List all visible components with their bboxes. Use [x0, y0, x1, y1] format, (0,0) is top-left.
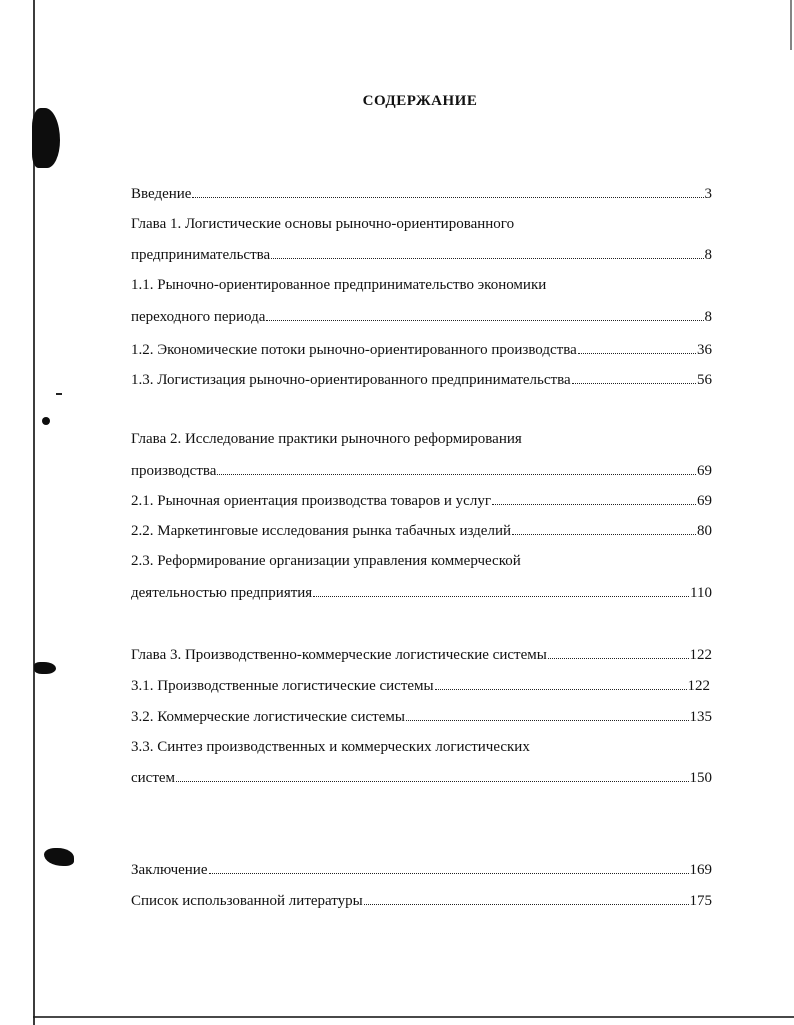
toc-entry-label: предпринимательства [131, 247, 271, 263]
toc-entry-page: 122 [689, 647, 712, 663]
toc-entry-page: 122 [687, 678, 710, 694]
toc-leader-dots [176, 768, 688, 782]
toc-leader-dots [266, 307, 703, 321]
toc-entry-label: 1.1. Рыночно-ориентированное предпринимательство экономики [131, 277, 547, 293]
scan-blot [42, 417, 50, 425]
toc-entry [131, 307, 712, 326]
toc-entry-label: 1.2. Экономические потоки рыночно-ориентированного производства [131, 342, 577, 358]
scan-edge-mark [790, 0, 792, 50]
toc-leader-dots [313, 583, 689, 597]
toc-leader-dots [271, 245, 703, 259]
toc-leader-dots [192, 184, 703, 198]
toc-leader-dots [217, 461, 696, 475]
toc-entry-page: 175 [689, 893, 712, 909]
toc-entry-label: 3.1. Производственные логистические системы [131, 678, 434, 694]
toc-entry [131, 521, 712, 540]
toc-leader-dots [406, 707, 689, 721]
toc-leader-dots [578, 340, 696, 354]
toc-entry-page: 3 [704, 186, 712, 202]
toc-entry-page: 110 [690, 585, 712, 601]
toc-entry [131, 583, 712, 602]
toc-entry [131, 245, 712, 264]
page-title: СОДЕРЖАНИЕ [362, 93, 478, 109]
toc-entry-label: переходного периода [131, 309, 266, 325]
toc-leader-dots [492, 491, 696, 505]
toc-entry-page: 80 [697, 523, 712, 539]
toc-entry-label: 2.1. Рыночная ориентация производства товаров и услуг [131, 493, 491, 509]
toc-entry-page: 169 [689, 862, 712, 878]
toc-leader-dots [435, 676, 687, 690]
toc-leader-dots [209, 860, 689, 874]
toc-entry [131, 860, 712, 879]
toc-entry [131, 707, 712, 726]
toc-entry-page: 69 [697, 463, 712, 479]
toc-leader-dots [572, 370, 696, 384]
toc-entry-label: Глава 1. Логистические основы рыночно-ориентированного [131, 216, 515, 232]
toc-entry [131, 461, 712, 480]
toc-entry-label: деятельностью предприятия [131, 585, 313, 601]
toc-entry [131, 491, 712, 510]
toc-entry-page: 8 [704, 247, 712, 263]
toc-leader-dots [548, 645, 689, 659]
toc-entry-page: 36 [697, 342, 712, 358]
scan-border-bottom [33, 1016, 794, 1018]
toc-entry-page: 56 [697, 372, 712, 388]
toc-entry-label: Глава 2. Исследование практики рыночного реформирования [131, 431, 522, 447]
toc-entry-label: Введение [131, 186, 192, 202]
scan-blot [32, 108, 60, 168]
toc-entry-page: 69 [697, 493, 712, 509]
toc-entry [131, 676, 710, 695]
toc-entry-label: 3.3. Синтез производственных и коммерческих логистических [131, 739, 530, 755]
toc-entry-label: Глава 3. Производственно-коммерческие логистические системы [131, 647, 547, 663]
scan-blot [44, 848, 74, 866]
scan-mark [56, 393, 62, 395]
toc-entry [131, 768, 712, 787]
toc-entry-label: 2.3. Реформирование организации управления коммерческой [131, 553, 521, 569]
toc-entry-page: 8 [704, 309, 712, 325]
toc-entry [131, 340, 712, 359]
toc-entry-page: 135 [689, 709, 712, 725]
toc-entry [131, 645, 712, 664]
toc-entry-label: 3.2. Коммерческие логистические системы [131, 709, 405, 725]
toc-entry-page: 150 [689, 770, 712, 786]
toc-entry [131, 891, 712, 910]
toc-leader-dots [512, 521, 696, 535]
toc-leader-dots [364, 891, 689, 905]
toc-entry-label: производства [131, 463, 217, 479]
toc-entry-label: Список использованной литературы [131, 893, 363, 909]
toc-entry [131, 370, 712, 389]
toc-entry-label: систем [131, 770, 176, 786]
toc-entry [131, 184, 712, 203]
toc-entry-label: Заключение [131, 862, 208, 878]
toc-entry-label: 2.2. Маркетинговые исследования рынка табачных изделий [131, 523, 512, 539]
toc-entry-label: 1.3. Логистизация рыночно-ориентированного предпринимательства [131, 372, 571, 388]
scan-blot [34, 662, 56, 674]
